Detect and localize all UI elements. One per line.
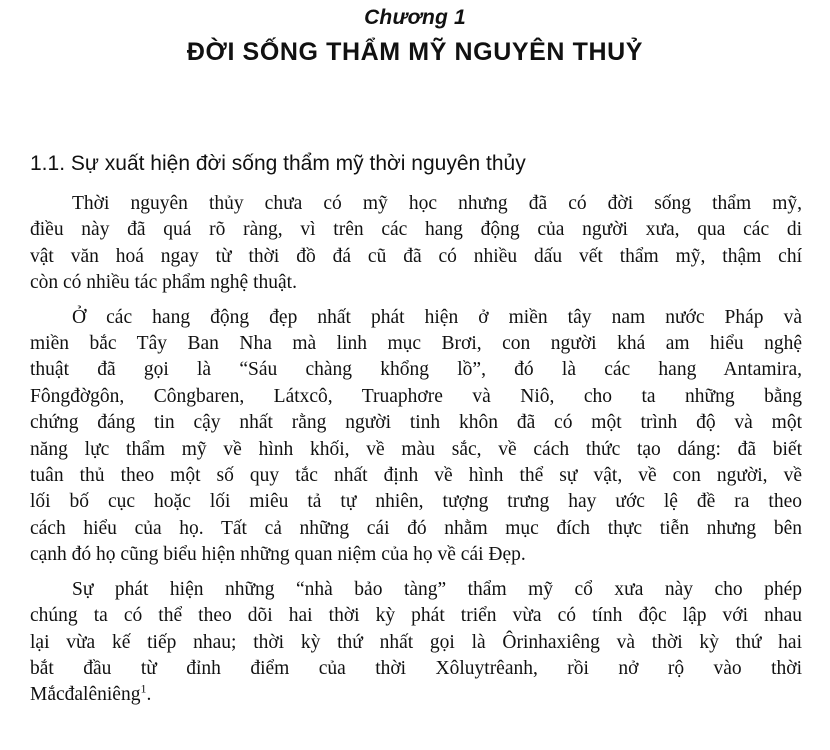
paragraph-line: điều này đã quá rõ ràng, vì trên các hang động của người xưa, qua các di [30, 219, 802, 241]
paragraph-line: Ở các hang động đẹp nhất phát hiện ở miền tây nam nước Pháp và [72, 306, 802, 328]
chapter-title: ĐỜI SỐNG THẨM MỸ NGUYÊN THUỶ [186, 38, 644, 66]
paragraph-line: chứng đáng tin cậy nhất rằng người tinh khôn đã có một trình độ và một [30, 412, 802, 434]
paragraph-line: cạnh đó họ cũng biểu hiện những quan niệm của họ về cái Đẹp. [30, 544, 526, 566]
paragraph-line: cách hiểu của họ. Tất cả những cái đó nhằm mục đích thực tiễn nhưng bên [30, 517, 802, 539]
paragraph-line: lại vừa kế tiếp nhau; thời kỳ thứ nhất gọi là Ôrinhaxiêng và thời kỳ thứ hai [30, 631, 802, 653]
paragraph-line: vật văn hoá ngay từ thời đồ đá cũ đã có nhiều dấu vết thẩm mỹ, thậm chí [30, 245, 802, 267]
paragraph-line: tuân thủ theo một số quy tắc nhất định về hình thể sự vật, về con người, về [30, 465, 802, 487]
paragraph-line: bắt đầu từ đỉnh điểm của thời Xôluytrêanh, rồi nở rộ vào thời [30, 657, 802, 679]
chapter-label: Chương 1 [364, 6, 466, 29]
paragraph-line: thuật đã gọi là “Sáu chàng khổng lồ”, đó là các hang Antamira, [30, 359, 802, 381]
paragraph-last-line [30, 682, 802, 708]
paragraph-trailing-punctuation: . [146, 684, 152, 706]
paragraph-line: Fôngđờgôn, Côngbaren, Látxcô, Truaphơre và Niô, cho ta những bằng [30, 385, 802, 407]
paragraph-line: Thời nguyên thủy chưa có mỹ học nhưng đã có đời sống thẩm mỹ, [72, 193, 802, 214]
paragraph-1 [30, 191, 802, 297]
paragraph-line: miền bắc Tây Ban Nha mà linh mục Brơi, con người khá am hiểu nghệ [30, 333, 802, 355]
paragraph-line-text: Mắcđalêniêng [30, 684, 141, 706]
footnote-mark[interactable]: 1 [140, 682, 147, 696]
paragraph-line: Sự phát hiện những “nhà bảo tàng” thẩm mỹ cổ xưa này cho phép [72, 578, 802, 600]
paragraph-line: còn có nhiều tác phẩm nghệ thuật. [30, 272, 297, 294]
paragraph-line: lối bố cục hoặc lối miêu tả tự nhiên, tượng trưng hay ước lệ đề ra theo [30, 491, 802, 513]
paragraph-3 [30, 577, 802, 709]
body-text [30, 191, 802, 717]
paragraph-line: chúng ta có thể theo dõi hai thời kỳ phát triển vừa có tính độc lập với nhau [30, 605, 802, 627]
paragraph-2 [30, 305, 802, 569]
section-heading: 1.1. Sự xuất hiện đời sống thẩm mỹ thời nguyên thủy [30, 152, 526, 175]
paragraph-line: năng lực thẩm mỹ về hình khối, về màu sắc, về cách thức tạo dáng: đã biết [30, 438, 802, 460]
